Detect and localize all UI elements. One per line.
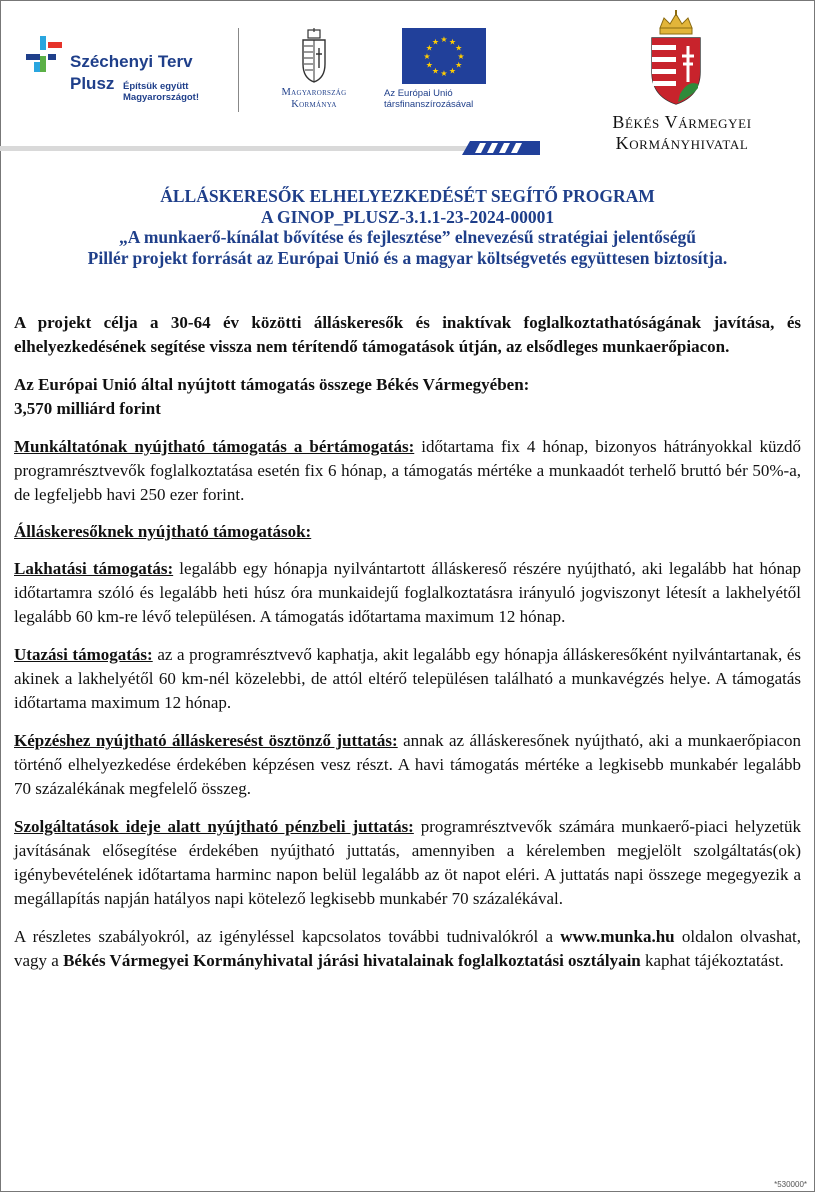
housing-support-text: legalább egy hónapja nyilvántartott álláskereső részére nyújtható, aki legalább hat hónap időtartamra szóló és legalább heti húsz óra munkaidejű foglalkoztatásra irányuló jogviszonyt létesít a lakhelyétől legalább 60 km-re lévő településen. A támogatás időtartama maximum 12 hónap. <box>14 559 801 626</box>
government-logo <box>258 28 370 111</box>
travel-support <box>14 643 801 715</box>
hungarian-coat-of-arms-icon <box>299 28 329 84</box>
services-allowance-heading: Szolgáltatások ideje alatt nyújtható pénzbeli juttatás: <box>14 817 414 836</box>
title-line-2: A GINOP_PLUSZ-3.1.1-23-2024-00001 <box>260 206 555 227</box>
employer-support-heading: Munkáltatónak nyújtható támogatás a bértámogatás: <box>14 437 415 456</box>
office-departments: Békés Vármegyei Kormányhivatal járási hivatalainak foglalkoztatási osztályain <box>63 951 641 970</box>
eu-line-1: Az Európai Unió <box>384 88 453 99</box>
project-goal: A projekt célja a 30-64 év közötti álláskeresők és inaktívak foglalkoztathatóságának javítása, és elhelyezkedésének segítése vissza nem térítendő támogatások útján, az elsődleges munkaerőpiacon. <box>14 313 801 356</box>
eu-caption <box>380 88 520 110</box>
szechenyi-cross-icon <box>26 36 66 76</box>
title-line-3: „A munkaerő-kínálat bővítése és fejlesztése” elnevezésű stratégiai jelentőségű <box>119 227 696 247</box>
jobseeker-support-heading: Álláskeresőknek nyújtható támogatások: <box>14 522 312 541</box>
eu-star-icon: ★ <box>448 66 457 76</box>
eu-star-icon: ★ <box>425 43 433 53</box>
travel-support-text: az a programrésztvevő kaphatja, akit legalább egy hónapja álláskeresőként nyilvántartanak, és akinek a lakhelyétől 60 km-nél közelebbi, de attól eltérő településen található a munkavégzés helye. A támogatás időtartama maximum 12 hónap. <box>14 645 801 712</box>
support-amount-label: Az Európai Unió által nyújtott támogatás összege Békés Vármegyében: <box>14 375 530 394</box>
eu-star-icon: ★ <box>423 52 431 61</box>
closing-post: kaphat tájékoztatást. <box>640 951 784 970</box>
decorative-stripe <box>0 139 540 157</box>
county-office-line-2: Kormányhivatal <box>615 133 749 153</box>
county-office-line-1: Békés Vármegyei <box>612 112 752 132</box>
eu-star-icon: ★ <box>431 66 440 76</box>
employer-support <box>14 435 801 507</box>
housing-support <box>14 557 801 629</box>
county-coat-of-arms-icon <box>648 10 704 106</box>
eu-star-icon: ★ <box>448 37 457 47</box>
employer-support-text: időtartama fix 4 hónap, bizonyos hátrányokkal küzdő programrésztvevők foglalkoztatása esetén fix 6 hónap, a támogatás mértéke a munkaadót terhelő bruttó bér 50%-a, de legfeljebb havi 250 ezer forint. <box>14 437 802 504</box>
footer-code: *530000* <box>774 1180 807 1189</box>
government-line-1: Magyarország <box>281 87 347 98</box>
services-allowance <box>14 815 801 911</box>
munka-hu-link[interactable]: www.munka.hu <box>560 927 675 946</box>
county-office-name <box>582 112 782 154</box>
szechenyi-plus: Plusz <box>70 74 115 93</box>
travel-support-heading: Utazási támogatás: <box>14 645 153 664</box>
eu-star-icon: ★ <box>457 52 465 61</box>
header <box>0 0 815 170</box>
eu-star-icon: ★ <box>440 69 448 78</box>
szechenyi-tagline-2: Magyarországot! <box>123 92 200 103</box>
closing-mid: oldalon olvashat, vagy a <box>14 927 801 970</box>
body-text <box>14 311 801 973</box>
eu-flag-icon <box>402 28 486 84</box>
eu-star-icon: ★ <box>455 60 463 70</box>
training-allowance-heading: Képzéshez nyújtható álláskeresést ösztönző juttatás: <box>14 731 398 750</box>
government-name <box>258 87 370 111</box>
title-line-1: ÁLLÁSKERESŐK ELHELYEZKEDÉSÉT SEGÍTŐ PROGRAM <box>160 186 655 206</box>
eu-star-icon: ★ <box>425 60 433 70</box>
szechenyi-tagline <box>123 81 243 103</box>
eu-star-icon: ★ <box>440 35 448 44</box>
support-amount <box>14 373 801 421</box>
support-amount-value: 3,570 milliárd forint <box>14 399 161 418</box>
closing-info <box>14 925 801 973</box>
eu-star-icon: ★ <box>455 43 463 53</box>
eu-star-icon: ★ <box>431 37 440 47</box>
eu-line-2: társfinanszírozásával <box>384 99 474 110</box>
government-line-2: Kormánya <box>291 99 337 110</box>
closing-pre: A részletes szabályokról, az igényléssel kapcsolatos további tudnivalókról a <box>14 927 561 946</box>
title-line-4: Pillér projekt forrását az Európai Unió és a magyar költségvetés együttesen biztosítja. <box>87 247 728 268</box>
program-title <box>0 186 815 268</box>
services-allowance-text: programrésztvevők számára munkaerő-piaci helyzetük javításának elősegítése érdekében nyújtható juttatás, amennyiben a kérelemben megjelölt szolgáltatás(ok) igénybevételének időtartama harminc napon belül legalább az öt napot eléri. A juttatás napi összege megegyezik a megállapítás napján hatályos napi kötelező legkisebb munkabér 70 százalékával. <box>14 817 801 908</box>
eu-logo <box>380 28 520 110</box>
szechenyi-title: Széchenyi Terv <box>70 52 193 71</box>
szechenyi-tagline-1: Építsük együtt <box>123 81 189 92</box>
training-allowance-text: annak az álláskeresőnek nyújtható, aki a munkaerőpiacon történő elhelyezkedése érdekében képzésen vesz részt. A havi támogatás mértéke a legkisebb munkabér legalább 70 százalékának megfelelő összeg. <box>14 731 801 798</box>
jobseeker-heading-para <box>14 520 801 544</box>
training-allowance <box>14 729 801 801</box>
logo-divider <box>238 28 239 112</box>
housing-support-heading: Lakhatási támogatás: <box>14 559 174 578</box>
